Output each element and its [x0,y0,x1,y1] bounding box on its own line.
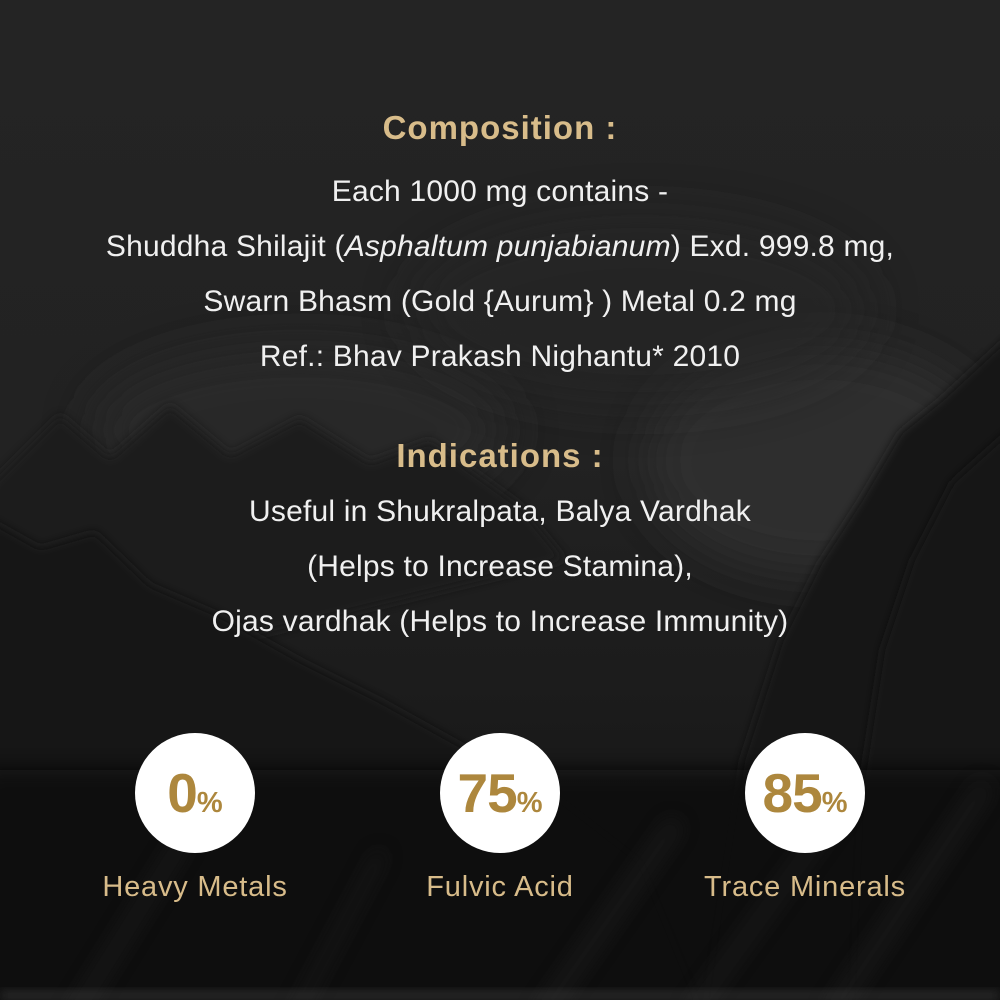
composition-heading: Composition : [382,109,618,146]
composition-line-reference: Ref.: Bhav Prakash Nighantu* 2010 [259,340,741,373]
composition-block [0,164,1000,384]
trace-minerals-percent-sign: % [821,786,848,819]
fulvic-acid-percent-sign: % [516,786,543,819]
stat-heavy-metals [80,733,310,902]
shilajit-latin-name: Asphaltum punjabianum [344,230,671,263]
trace-minerals-percentage [762,761,848,824]
heavy-metals-circle [135,733,255,853]
heavy-metals-label: Heavy Metals [102,871,288,903]
fulvic-acid-percentage [457,761,543,824]
indications-block [0,484,1000,649]
composition-line-shilajit [0,219,1000,274]
trace-minerals-value: 85 [762,761,822,824]
heavy-metals-percentage [167,761,223,824]
shilajit-text-suffix: ) Exd. 999.8 mg, [670,230,895,263]
trace-minerals-label: Trace Minerals [704,871,906,903]
indication-line-2: (Helps to Increase Stamina), [307,550,693,583]
heavy-metals-value: 0 [167,761,197,824]
shilajit-text-prefix: Shuddha Shilajit ( [105,230,345,263]
heavy-metals-percent-sign: % [196,786,223,819]
stat-fulvic-acid [385,733,615,902]
composition-line-contains: Each 1000 mg contains - [331,175,669,208]
stat-trace-minerals [690,733,920,902]
indications-heading: Indications : [396,437,604,474]
fulvic-acid-circle [440,733,560,853]
stats-row [80,733,920,902]
fulvic-acid-label: Fulvic Acid [426,871,574,903]
composition-line-swarn: Swarn Bhasm (Gold {Aurum} ) Metal 0.2 mg [203,285,797,318]
indication-line-3: Ojas vardhak (Helps to Increase Immunity) [211,605,789,638]
fulvic-acid-value: 75 [457,761,517,824]
trace-minerals-circle [745,733,865,853]
indication-line-1: Useful in Shukralpata, Balya Vardhak [249,495,751,528]
